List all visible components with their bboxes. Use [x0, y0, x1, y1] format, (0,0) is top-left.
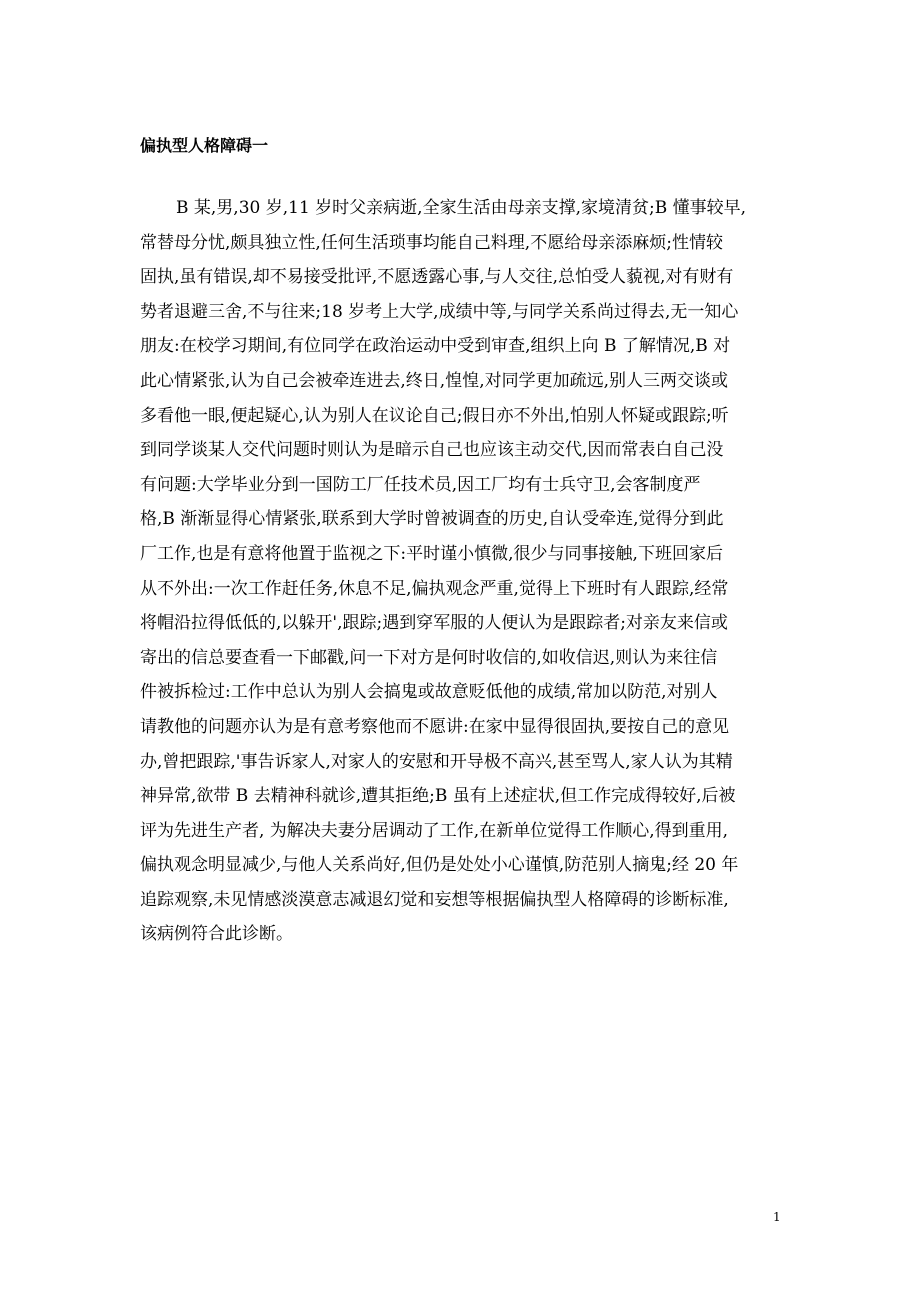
- paragraph-line: 将帽沿拉得低低的,以躲开',跟踪;遇到穿军服的人便认为是跟踪者;对亲友来信或: [140, 613, 728, 634]
- paragraph-line: B 某,男,30 岁,11 岁时父亲病逝,全家生活由母亲支撑,家境清贫;B 懂事较早,: [176, 198, 747, 218]
- paragraph-line: 该病例符合此诊断。: [140, 924, 293, 945]
- paragraph-line: 从不外出:一次工作赶任务,休息不足,偏执观念严重,觉得上下班时有人跟踪,经常: [140, 578, 729, 599]
- paragraph-line: 厂工作,也是有意将他置于监视之下:平时谨小慎微,很少与同事接触,下班回家后: [140, 543, 723, 564]
- paragraph-line: 朋友:在校学习期间,有位同学在政治运动中受到审查,组织上向 B 了解情况,B 对: [140, 336, 731, 357]
- paragraph-line: 固执,虽有错误,却不易接受批评,不愿透露心事,与人交往,总怕受人藐视,对有财有: [140, 267, 734, 288]
- page-number: 1: [773, 1210, 781, 1224]
- paragraph-line: 格,B 渐渐显得心情紧张,联系到大学时曾被调查的历史,自认受牵连,觉得分到此: [140, 509, 724, 530]
- paragraph-line: 追踪观察,未见情感淡漠意志减退幻觉和妄想等根据偏执型人格障碍的诊断标准,: [140, 889, 729, 910]
- case-paragraph: [140, 191, 785, 952]
- paragraph-line: 件被拆检过:工作中总认为别人会搞鬼或故意贬低他的成绩,常加以防范,对别人: [140, 682, 718, 703]
- paragraph-line: 请教他的问题亦认为是有意考察他而不愿讲:在家中显得很固执,要按自己的意见: [140, 716, 730, 737]
- paragraph-line: 办,曾把跟踪,'事告诉家人,对家人的安慰和开导极不高兴,甚至骂人,家人认为其精: [140, 751, 733, 772]
- paragraph-line: 偏执观念明显减少,与他人关系尚好,但仍是处处小心谨慎,防范别人摘鬼;经 20 年: [140, 855, 739, 876]
- paragraph-line: 常替母分忧,颇具独立性,任何生活琐事均能自己料理,不愿给母亲添麻烦;性情较: [140, 232, 723, 253]
- paragraph-line: 多看他一眼,便起疑心,认为别人在议论自己;假日亦不外出,怕别人怀疑或跟踪;听: [140, 405, 729, 426]
- paragraph-line: 有问题:大学毕业分到一国防工厂任技术员,因工厂均有士兵守卫,会客制度严: [140, 474, 701, 495]
- paragraph-line: 势者退避三舍,不与往来;18 岁考上大学,成绩中等,与同学关系尚过得去,无一知心: [140, 301, 739, 322]
- paragraph-line: 寄出的信总要查看一下邮戳,问一下对方是何时收信的,如收信迟,则认为来往信: [140, 647, 718, 668]
- paragraph-line: 神异常,欲带 B 去精神科就诊,遭其拒绝;B 虽有上述症状,但工作完成得较好,后被: [140, 786, 736, 807]
- paragraph-line: 此心情紧张,认为自己会被牵连进去,终日,惶惶,对同学更加疏远,别人三两交谈或: [140, 370, 729, 391]
- document-title: 偏执型人格障碍一: [140, 136, 269, 155]
- paragraph-line: 评为先进生产者, 为解决夫妻分居调动了工作,在新单位觉得工作顺心,得到重用,: [140, 820, 729, 841]
- paragraph-line: 到同学谈某人交代问题时则认为是暗示自己也应该主动交代,因而常表白自己没: [140, 440, 724, 461]
